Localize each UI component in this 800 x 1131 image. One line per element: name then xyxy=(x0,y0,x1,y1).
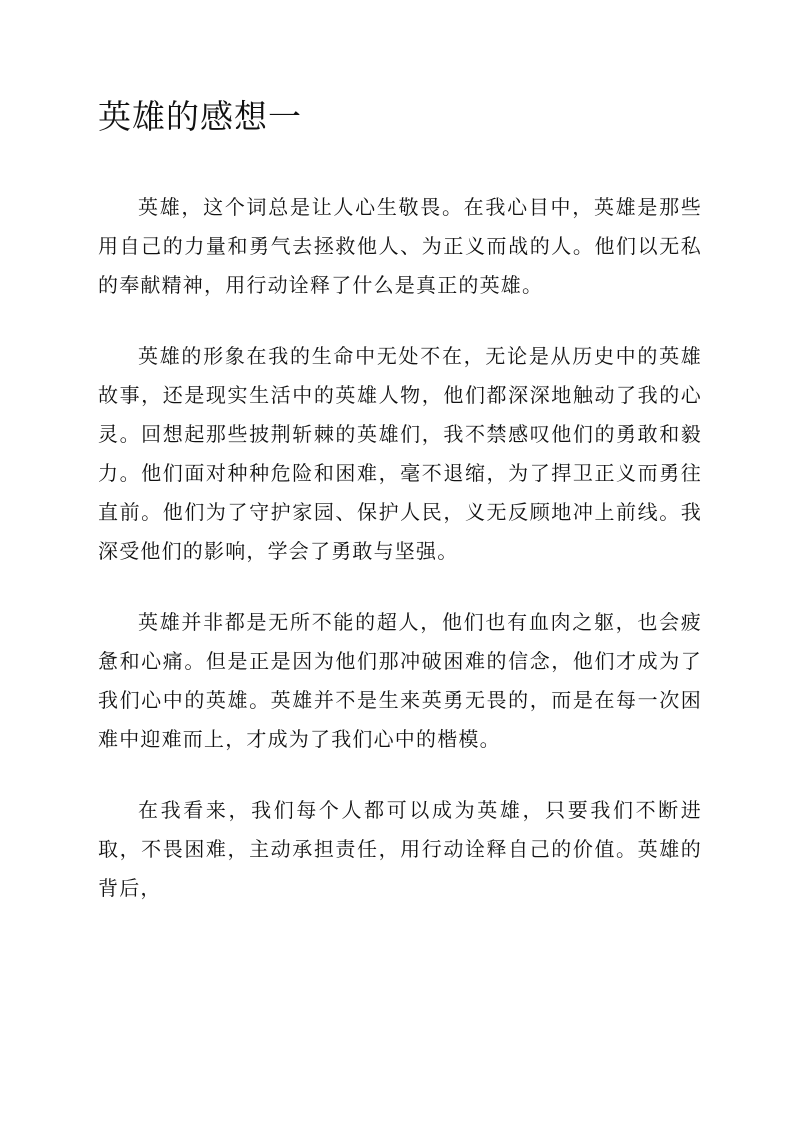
paragraph: 英雄并非都是无所不能的超人，他们也有血肉之躯，也会疲惫和心痛。但是正是因为他们那冲破困难的信念，他们才成为了我们心中的英雄。英雄并不是生来英勇无畏的，而是在每一次困难中迎难而上，才成为了我们心中的楷模。 xyxy=(98,610,702,751)
paragraph: 在我看来，我们每个人都可以成为英雄，只要我们不断进取，不畏困难，主动承担责任，用行动诠释自己的价值。英雄的背后， xyxy=(98,798,702,900)
document-body xyxy=(98,188,702,940)
paragraph: 英雄的形象在我的生命中无处不在，无论是从历史中的英雄故事，还是现实生活中的英雄人物，他们都深深地触动了我的心灵。回想起那些披荆斩棘的英雄们，我不禁感叹他们的勇敢和毅力。他们面对种种危险和困难，毫不退缩，为了捍卫正义而勇往直前。他们为了守护家园、保护人民，义无反顾地冲上前线。我深受他们的影响，学会了勇敢与坚强。 xyxy=(98,344,702,563)
paragraph: 英雄，这个词总是让人心生敬畏。在我心目中，英雄是那些用自己的力量和勇气去拯救他人、为正义而战的人。他们以无私的奉献精神，用行动诠释了什么是真正的英雄。 xyxy=(98,195,702,297)
page-title: 英雄的感想一 xyxy=(98,97,302,136)
